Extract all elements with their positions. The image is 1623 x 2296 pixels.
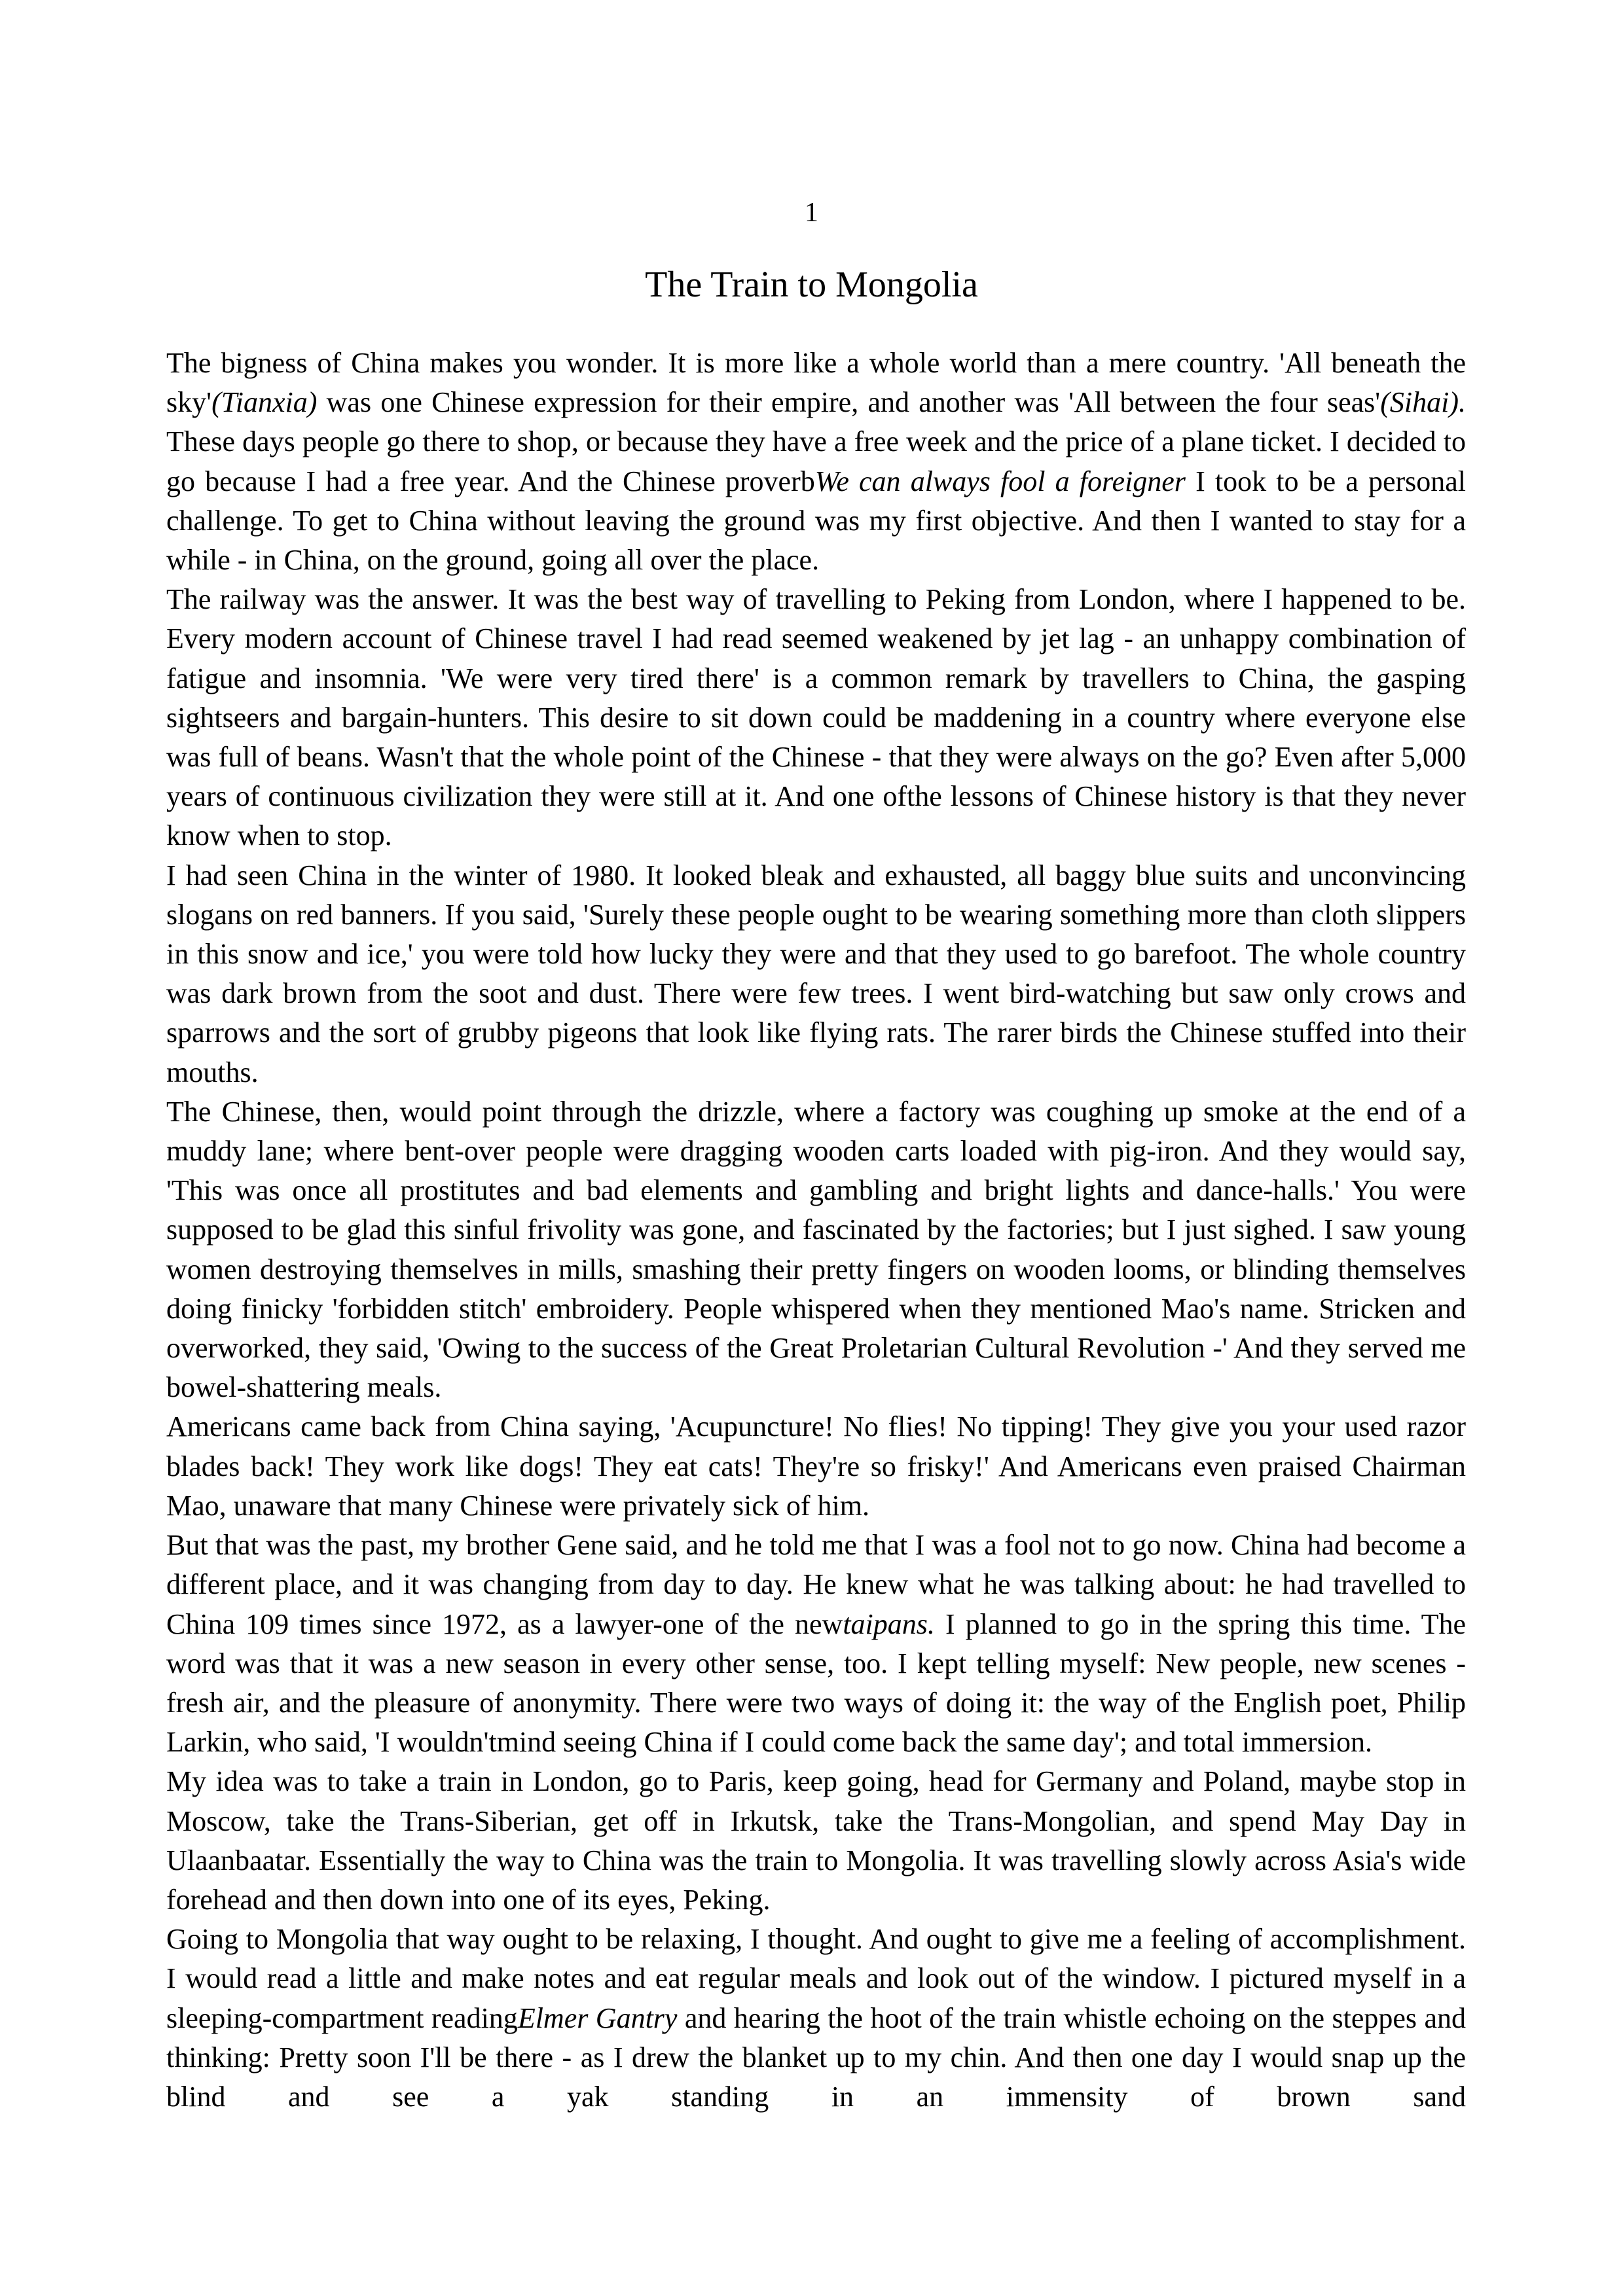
text-segment: But that was the past, my brother Gene said, and he told me that I was a fool not to go now. China had become a different place, and it was changing from day to day. He knew what he was talking about: he had travelled to China 109 times since 1972, as a lawyer-one of the new — [166, 1529, 1466, 1640]
chapter-number: 1 — [805, 198, 818, 228]
paragraph — [166, 344, 1466, 580]
italic-segment: We can always fool a foreigner — [814, 465, 1186, 497]
text-segment: The railway was the answer. It was the best way of travelling to Peking from London, where I happened to be. Every modern account of Chinese travel I had read seemed weakened by jet lag - an unhappy combination of fatigue and insomnia. 'We were very tired there' is a common remark by travellers to China, the gasping sightseers and bargain-hunters. This desire to sit down could be maddening in a country where everyone else was full of beans. Wasn't that the whole point of the Chinese - that they were always on the go? Even after 5,000 years of continuous civilization they were still at it. And one ofthe lessons of Chinese history is that they never know when to stop. — [166, 583, 1466, 852]
paragraph — [166, 856, 1466, 1092]
text-segment: I planned to go in the spring this time. The word was that it was a new season in every other sense, too. I kept telling myself: New people, new scenes - fresh air, and the pleasure of anonymity. There were two ways of doing it: the way of the English poet, Philip Larkin, who said, 'I wouldn'tmind seeing China if I could come back the same day'; and total immersion. — [166, 1607, 1466, 1759]
italic-segment: taipans. — [843, 1607, 935, 1640]
italic-segment: (Sihai). — [1380, 386, 1466, 419]
paragraph — [166, 1092, 1466, 1408]
text-segment: was one Chinese expression for their empire, and another was 'All between the four seas' — [317, 386, 1381, 419]
paragraph — [166, 1762, 1466, 1920]
text-segment: I took to be a personal challenge. To get to China without leaving the ground was my first objective. And then I wanted to stay for a while - in China, on the ground, going all over the place. — [166, 465, 1467, 577]
paragraph — [166, 1526, 1466, 1762]
italic-segment: (Tianxia) — [211, 386, 318, 419]
paragraph — [166, 1407, 1466, 1526]
text-segment: I had seen China in the winter of 1980. It looked bleak and exhausted, all baggy blue suits and unconvincing slogans on red banners. If you said, 'Surely these people ought to be wearing something more than cloth slippers in this snow and ice,' you were told how lucky they were and that they used to go barefoot. The whole country was dark brown from the soot and dust. There were few trees. I went bird-watching but saw only crows and sparrows and the sort of grubby pigeons that look like flying rats. The rarer birds the Chinese stuffed into their mouths. — [166, 859, 1466, 1088]
text-segment: Americans came back from China saying, 'Acupuncture! No flies! No tipping! They give you your used razor blades back! They work like dogs! They eat cats! They're so frisky!' And Americans even praised Chairman Mao, unaware that many Chinese were privately sick of him. — [166, 1410, 1466, 1522]
body-text — [166, 344, 1466, 2117]
text-segment: My idea was to take a train in London, go to Paris, keep going, head for Germany and Poland, maybe stop in Moscow, take the Trans-Siberian, get off in Irkutsk, take the Trans-Mongolian, and spend May Day in Ulaanbaatar. Essentially the way to China was the train to Mongolia. It was travelling slowly across Asia's wide forehead and then down into one of its eyes, Peking. — [166, 1765, 1466, 1916]
text-segment: and hearing the hoot of the train whistle echoing on the steppes and thinking: Pretty soon I'll be there - as I drew the blanket up to my chin. And then one day I would snap up the blind and see a yak standing in an immensity of brown sand — [166, 2001, 1466, 2113]
paragraph — [166, 1920, 1466, 2117]
italic-segment: Elmer Gantry — [517, 2001, 678, 2034]
text-segment: The Chinese, then, would point through the drizzle, where a factory was coughing up smoke at the end of a muddy lane; where bent-over people were dragging wooden carts loaded with pig-iron. And they would say, 'This was once all prostitutes and bad elements and gambling and bright lights and dance-halls.' You were supposed to be glad this sinful frivolity was gone, and fascinated by the factories; but I just sighed. I saw young women destroying themselves in mills, smashing their pretty fingers on wooden looms, or blinding themselves doing finicky 'forbidden stitch' embroidery. People whispered when they mentioned Mao's name. Stricken and overworked, they said, 'Owing to the success of the Great Proletarian Cultural Revolution -' And they served me bowel-shattering meals. — [166, 1095, 1466, 1404]
text-segment: Going to Mongolia that way ought to be relaxing, I thought. And ought to give me a feeling of accomplishment. I would read a little and make notes and eat regular meals and look out of the window. I pictured myself in a sleeping-compartment reading — [166, 1923, 1466, 2034]
chapter-title: The Train to Mongolia — [645, 264, 978, 305]
paragraph — [166, 580, 1466, 855]
text-segment: The bigness of China makes you wonder. It is more like a whole world than a mere country. 'All beneath the sky' — [166, 347, 1466, 419]
text-segment: These days people go there to shop, or because they have a free week and the price of a plane ticket. I decided to go because I had a free year. And the Chinese proverb — [166, 425, 1466, 497]
